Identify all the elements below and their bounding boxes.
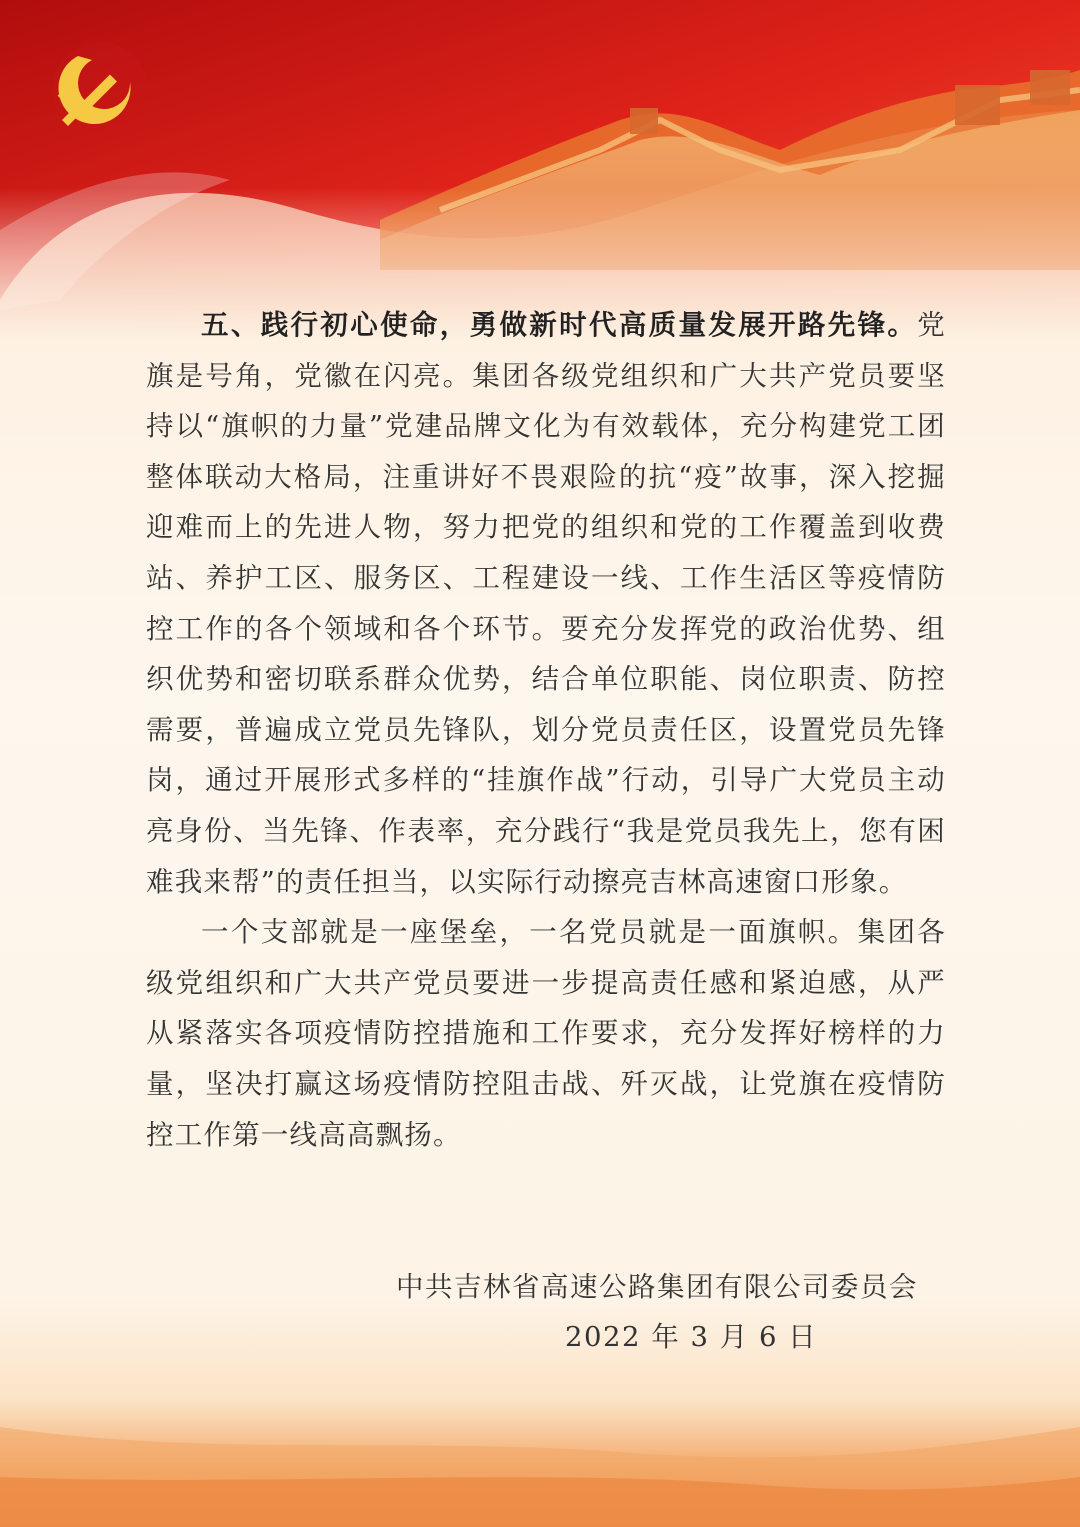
hammer-and-sickle-icon (52, 42, 148, 138)
header-banner (0, 0, 1080, 340)
footer-wave (0, 1367, 1080, 1527)
paragraph-2: 一个支部就是一座堡垒，一名党员就是一面旗帜。集团各级党组织和广大共产党员要进一步提高责任感和紧迫感，从严从紧落实各项疫情防控措施和工作要求，充分发挥好榜样的力量，坚决打赢这场疫情防控阻击战、歼灭战，让党旗在疫情防控工作第一线高高飘扬。 (146, 916, 946, 1151)
body-text (146, 300, 946, 1160)
signature-organization: 中共吉林省高速公路集团有限公司委员会 (396, 1271, 918, 1303)
section-heading: 五、践行初心使命，勇做新时代高质量发展开路先锋。 (201, 309, 918, 341)
paragraph-1-text: 党旗是号角，党徽在闪亮。集团各级党组织和广大共产党员要坚持以“旗帜的力量”党建品牌文化为有效载体，充分构建党工团整体联动大格局，注重讲好不畏艰险的抗“疫”故事，深入挖掘迎难而上的先进人物，努力把党的组织和党的工作覆盖到收费站、养护工区、服务区、工程建设一线、工作生活区等疫情防控工作的各个领域和各个环节。要充分发挥党的政治优势、组织优势和密切联系群众优势，结合单位职能、岗位职责、防控需要，普遍成立党员先锋队，划分党员责任区，设置党员先锋岗，通过开展形式多样的“挂旗作战”行动，引导广大党员主动亮身份、当先锋、作表率，充分践行“我是党员我先上，您有困难我来帮”的责任担当，以实际行动擦亮吉林高速窗口形象。 (146, 309, 946, 898)
paragraph-1 (146, 300, 946, 907)
signature-date: 2022 年 3 月 6 日 (565, 1321, 818, 1353)
